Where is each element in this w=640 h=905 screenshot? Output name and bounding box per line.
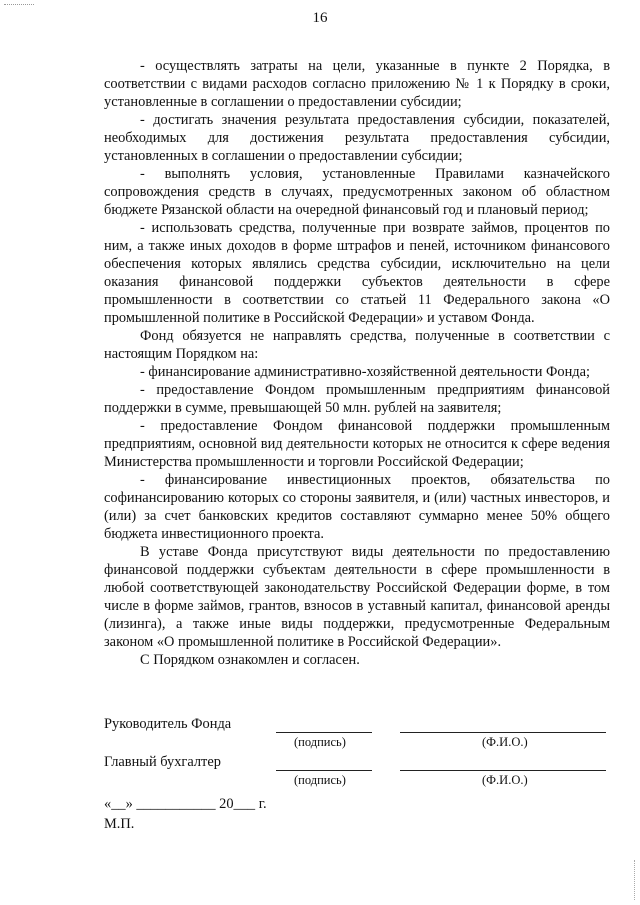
paragraph-9: - финансирование инвестиционных проектов, обязательства по софинансированию которых со стороны заявителя, и (или) частных инвесторов, и (или) за счет банковских кредитов составляют суммарно менее 50% общего бюджета инвестиционного проекта. bbox=[104, 472, 610, 542]
name-line bbox=[400, 732, 606, 733]
name-line bbox=[400, 770, 606, 771]
name-caption: (Ф.И.О.) bbox=[482, 735, 528, 749]
paragraph-6: - финансирование административно-хозяйственной деятельности Фонда; bbox=[140, 364, 590, 380]
paragraph-8: - предоставление Фондом финансовой поддержки промышленным предприятиям, основной вид деятельности которых не относится к сфере ведения Министерства промышленности и торговли Российской Федерации; bbox=[104, 418, 610, 470]
signature-caption: (подпись) bbox=[294, 735, 346, 749]
signature-block bbox=[104, 716, 614, 792]
name-caption: (Ф.И.О.) bbox=[482, 773, 528, 787]
paragraph-11: С Порядком ознакомлен и согласен. bbox=[140, 652, 360, 668]
page-number: 16 bbox=[312, 10, 328, 26]
paragraph-3: - выполнять условия, установленные Правилами казначейского сопровождения средств в случаях, предусмотренных законом об областном бюджете Рязанской области на очередной финансовый год и плановый период; bbox=[104, 166, 610, 218]
paragraph-4: - использовать средства, полученные при возврате займов, процентов по ним, а также иных доходов в форме штрафов и пеней, источником финансового обеспечения которых являлись средства субсидии, исключительно на цели оказания финансовой поддержки субъектов деятельности в сфере промышленности в соответствии со статьей 11 Федерального закона «О промышленной политике в Российской Федерации» и уставом Фонда. bbox=[104, 220, 610, 326]
paragraph-2: - достигать значения результата предоставления субсидии, показателей, необходимых для достижения результата предоставления субсидии, установленных в соглашении о предоставлении субсидии; bbox=[104, 112, 610, 164]
signature-role: Главный бухгалтер bbox=[104, 754, 221, 770]
paragraph-10: В уставе Фонда присутствуют виды деятельности по предоставлению финансовой поддержки субъектам деятельности в сфере промышленности в любой соответствующей законодательству Российской Федерации форме, в том числе в форме займов, грантов, взносов в уставный капитал, финансовой аренды (лизинга), а также иные виды поддержки, предусмотренные Федеральным законом «О промышленной политике в Российской Федерации». bbox=[104, 544, 610, 650]
signature-role: Руководитель Фонда bbox=[104, 716, 232, 732]
date-line: «__» ___________ 20___ г. bbox=[104, 796, 267, 812]
signature-line bbox=[276, 732, 372, 733]
signature-line bbox=[276, 770, 372, 771]
stamp-label: М.П. bbox=[104, 816, 135, 832]
scan-edge-mark bbox=[4, 4, 34, 5]
document-body bbox=[104, 57, 610, 669]
paragraph-7: - предоставление Фондом промышленным предприятиям финансовой поддержки в сумме, превышающей 50 млн. рублей на заявителя; bbox=[104, 382, 610, 416]
paragraph-1: - осуществлять затраты на цели, указанные в пункте 2 Порядка, в соответствии с видами расходов согласно приложению № 1 к Порядку в сроки, установленные в соглашении о предоставлении субсидии; bbox=[104, 58, 610, 110]
signature-row-accountant bbox=[104, 754, 614, 792]
scan-edge-mark bbox=[634, 860, 636, 900]
paragraph-5: Фонд обязуется не направлять средства, полученные в соответствии с настоящим Порядком на: bbox=[104, 328, 610, 362]
signature-row-director bbox=[104, 716, 614, 754]
signature-caption: (подпись) bbox=[294, 773, 346, 787]
